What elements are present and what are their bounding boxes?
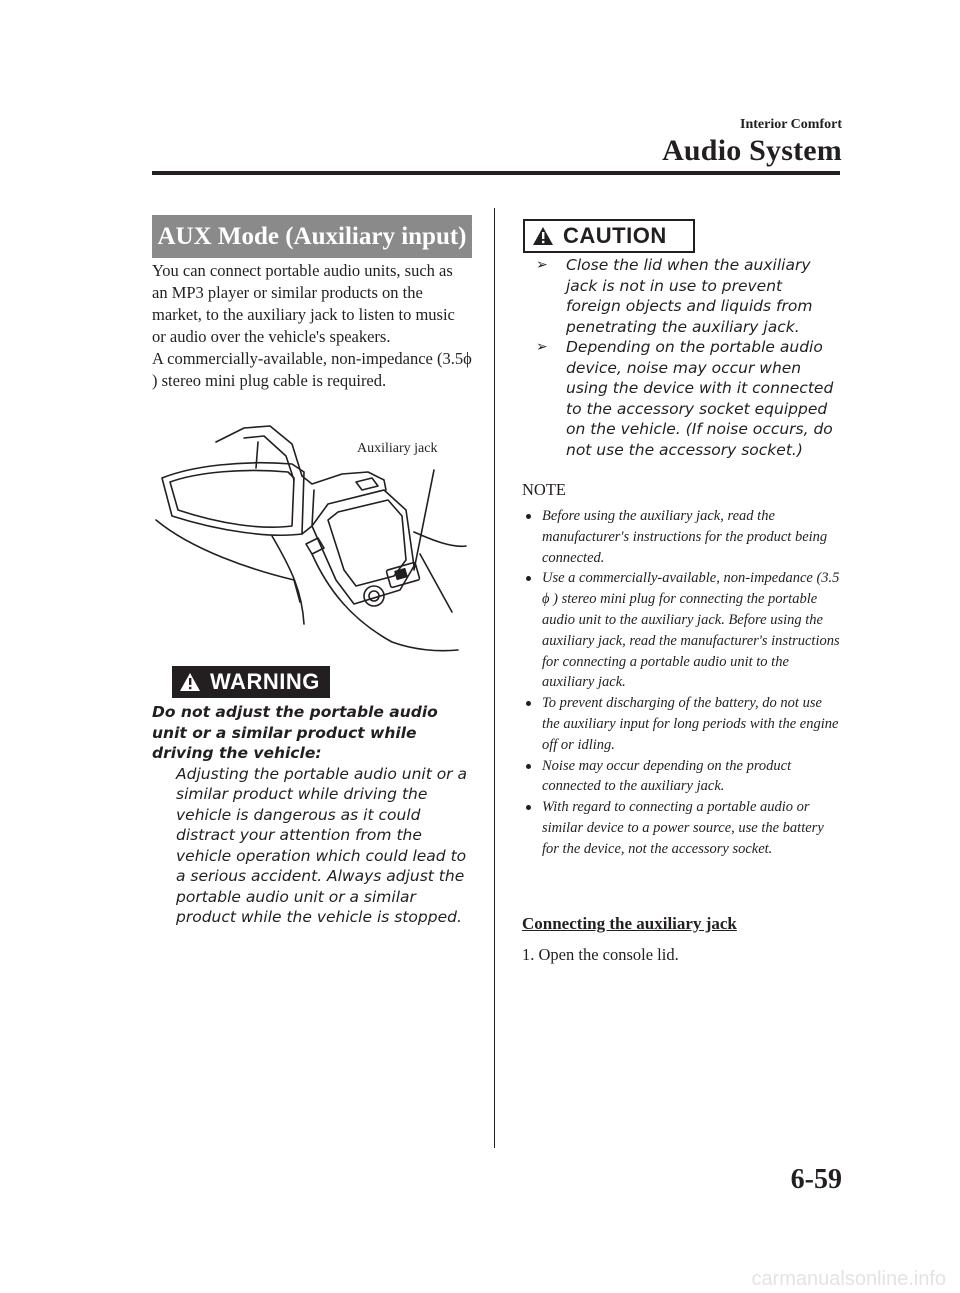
note-text: Noise may occur depending on the product connected to the auxiliary jack. xyxy=(542,757,792,795)
note-text: With regard to connecting a portable audio or similar device to a power source, use the battery for the device, not the accessory socket. xyxy=(542,799,824,857)
bullet-dot-icon xyxy=(526,805,531,810)
note-item xyxy=(524,693,842,755)
section-banner-label: AUX Mode (Auxiliary input) xyxy=(157,222,467,250)
intro-text xyxy=(152,260,472,392)
warning-label: WARNING xyxy=(210,669,320,694)
bullet-dot-icon xyxy=(526,514,531,519)
requirement-paragraph: A commercially-available, non-impedance (3.5ϕ ) stereo mini plug cable is required. xyxy=(152,349,472,390)
caution-item-text: Depending on the portable audio device, noise may occur when using the device with it connected to the accessory socket equipped on the vehicle. (If noise occurs, do not use the accessory socket.) xyxy=(566,338,834,459)
chapter-title: Audio System xyxy=(662,134,842,167)
console-illustration xyxy=(152,420,472,660)
bullet-dot-icon xyxy=(526,764,531,769)
note-item xyxy=(524,797,842,859)
page-number: 6-59 xyxy=(790,1164,842,1195)
warning-body: Adjusting the portable audio unit or a similar product while driving the vehicle is dangerous as it could distract your attention from the vehicle operation which could lead to a serious accident. Always adjust the portable audio unit or a similar product while the vehicle is stopped. xyxy=(176,764,467,926)
section-banner xyxy=(152,215,472,258)
caution-item xyxy=(536,337,836,460)
warning-triangle-icon xyxy=(172,666,208,698)
arrow-bullet-icon: ➢ xyxy=(536,257,548,273)
site-watermark[interactable]: carmanualsonline.info xyxy=(751,1268,946,1290)
note-item xyxy=(524,506,842,568)
note-text: Use a commercially-available, non-impedance (3.5 ϕ ) stereo mini plug for connecting the portable audio unit to the auxiliary jack. Before using the auxiliary jack, read the manufacturer's instructions for connecting a portable audio unit to the auxiliary jack. xyxy=(542,570,840,691)
column-divider xyxy=(494,208,495,1148)
caution-triangle-icon xyxy=(525,221,561,251)
note-text: To prevent discharging of the battery, do not use the auxiliary input for long periods with the engine off or idling. xyxy=(542,695,839,753)
subsection-heading: Connecting the auxiliary jack xyxy=(522,914,737,933)
section-name: Interior Comfort xyxy=(740,117,842,132)
bullet-dot-icon xyxy=(526,576,531,581)
caution-item xyxy=(536,255,836,337)
caution-list xyxy=(536,255,836,460)
console-drawing xyxy=(152,420,472,660)
warning-text xyxy=(152,702,477,928)
caution-label: CAUTION xyxy=(563,223,667,248)
caution-badge xyxy=(523,219,695,253)
bullet-dot-icon xyxy=(526,701,531,706)
note-text: Before using the auxiliary jack, read the manufacturer's instructions for the product being connected. xyxy=(542,508,828,566)
intro-paragraph: You can connect portable audio units, such as an MP3 player or similar products on the market, to the auxiliary jack to listen to music or audio over the vehicle's speakers. xyxy=(152,261,455,346)
note-item xyxy=(524,568,842,693)
arrow-bullet-icon: ➢ xyxy=(536,339,548,355)
caution-item-text: Close the lid when the auxiliary jack is not in use to prevent foreign objects and liquids from penetrating the auxiliary jack. xyxy=(566,256,813,336)
step-1: 1. Open the console lid. xyxy=(522,945,679,964)
note-item xyxy=(524,756,842,798)
note-list xyxy=(524,506,842,860)
warning-badge xyxy=(172,666,330,698)
auxiliary-jack-callout: Auxiliary jack xyxy=(357,441,438,456)
note-heading: NOTE xyxy=(522,480,566,499)
header-rule xyxy=(152,171,840,175)
warning-lead: Do not adjust the portable audio unit or a similar product while driving the vehicle: xyxy=(152,703,438,762)
